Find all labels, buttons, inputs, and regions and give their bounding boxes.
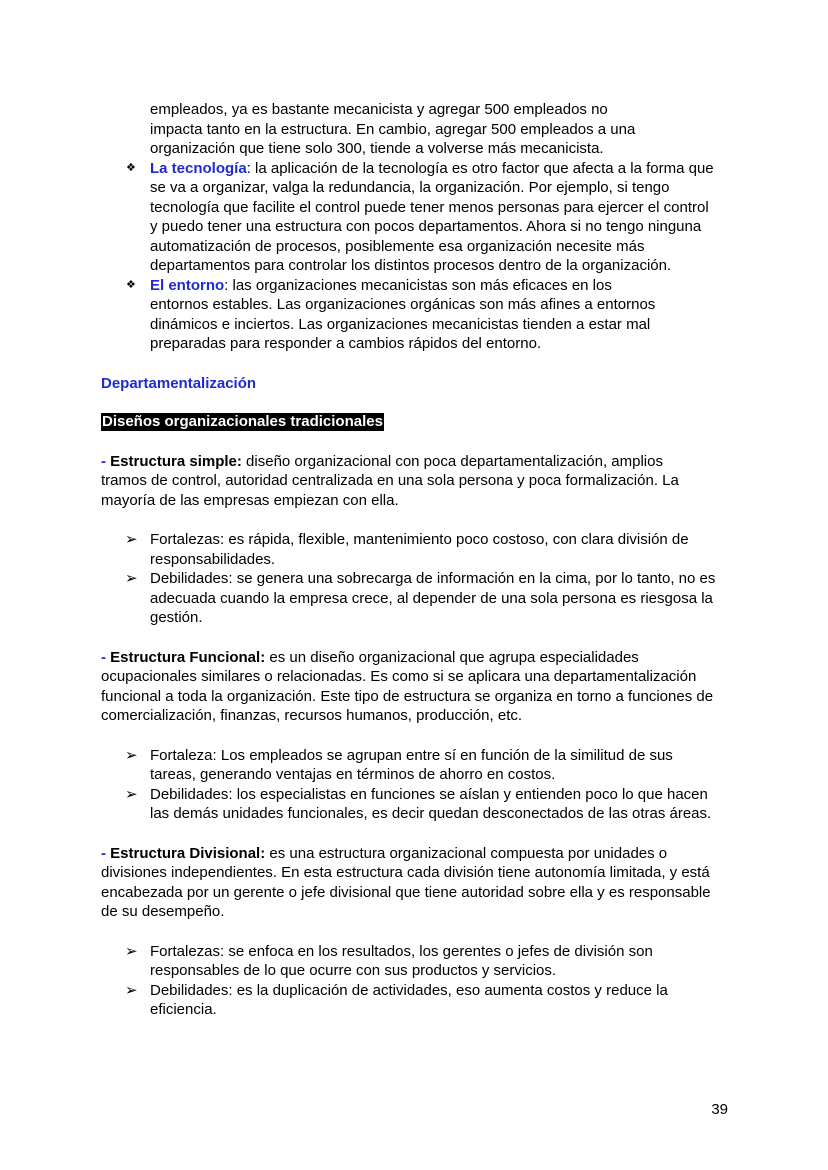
structure-funcional-paragraph [101, 648, 729, 726]
list-item [101, 569, 729, 628]
arrow-bullet-icon: ➢ [125, 981, 138, 999]
list-item [101, 981, 729, 1020]
arrow-bullet-icon: ➢ [125, 785, 138, 803]
factor-item-tecnologia [101, 159, 729, 276]
text-line: Fortaleza: Los empleados se agrupan entre sí en función de la similitud de sus [150, 746, 673, 764]
text-line: gestión. [150, 609, 203, 626]
text-line: Debilidades: los especialistas en funciones se aíslan y entienden poco lo que hacen [150, 785, 708, 803]
intro-continuation [101, 100, 729, 159]
text-line: departamentos para controlar los distintos procesos dentro de la organización. [150, 257, 672, 274]
text-line: adecuada cuando la empresa crece, al depender de una sola persona es riesgosa la [150, 589, 713, 607]
structure-term: Estructura Funcional: [110, 648, 266, 666]
text-line [150, 276, 729, 296]
structure-term: Estructura simple: [110, 452, 242, 470]
factor-text: : las organizaciones mecanicistas son más eficaces en los [224, 276, 612, 294]
structure-funcional-points [101, 746, 729, 824]
text-line: funcional a toda la organización. Este tipo de estructura se organiza en torno a funciones de [101, 687, 714, 705]
list-item [101, 746, 729, 785]
text-line: empleados, ya es bastante mecanicista y agregar 500 empleados no [150, 101, 608, 118]
text-line: tecnología que facilite el control puede tener menos personas para ejercer el control [150, 198, 709, 216]
structure-simple-points [101, 530, 729, 628]
text-line: de su desempeño. [101, 903, 225, 920]
structure-simple-paragraph [101, 452, 729, 511]
text-line: eficiencia. [150, 1001, 217, 1018]
section-heading: Departamentalización [101, 374, 257, 392]
factor-text: : la aplicación de la tecnología es otro factor que afecta a la forma que [246, 159, 714, 177]
page-number: 39 [711, 1101, 728, 1118]
structure-term: Estructura Divisional: [110, 844, 266, 862]
text-line: encabezada por un gerente o jefe divisional que tiene autoridad sobre ella y es responsable [101, 883, 711, 901]
factor-list [101, 159, 729, 354]
text-line: comercialización, finanzas, recursos humanos, producción, etc. [101, 707, 523, 724]
text-line: ocupacionales similares o relacionadas. Es como si se aplicara una departamentalización [101, 668, 697, 685]
arrow-bullet-icon: ➢ [125, 746, 138, 764]
lead-dash: - [101, 844, 111, 862]
text-line: y puedo tener una estructura con pocos departamentos. Ahora si no tengo ninguna [150, 218, 702, 235]
arrow-bullet-icon: ➢ [125, 531, 138, 548]
lead-dash: - [101, 648, 111, 666]
factor-item-entorno [101, 276, 729, 354]
structure-text: es una estructura organizacional compuesta por unidades o [265, 844, 668, 862]
text-line: divisiones independientes. En esta estructura cada división tiene autonomía limitada, y está [101, 864, 710, 881]
text-line: automatización de procesos, posiblemente esa organización necesite más [150, 237, 645, 255]
lead-dash: - [101, 452, 111, 470]
text-line: entornos estables. Las organizaciones orgánicas son más afines a entornos [150, 296, 656, 313]
text-line: se va a organizar, valga la redundancia, la organización. Por ejemplo, si tengo [150, 179, 670, 196]
factor-term: El entorno [150, 276, 225, 294]
text-line: Debilidades: es la duplicación de actividades, eso aumenta costos y reduce la [150, 981, 668, 999]
text-line: organización que tiene solo 300, tiende a volverse más mecanicista. [150, 140, 604, 157]
text-line: Debilidades: se genera una sobrecarga de información en la cima, por lo tanto, no es [150, 570, 716, 587]
text-line [101, 648, 729, 668]
text-line: dinámicos e inciertos. Las organizaciones mecanicistas tienden a estar mal [150, 315, 651, 333]
text-line: Fortalezas: se enfoca en los resultados, los gerentes o jefes de división son [150, 942, 653, 960]
text-line: mayoría de las empresas empiezan con ella. [101, 491, 399, 509]
structure-text: diseño organizacional con poca departamentalización, amplios [241, 452, 663, 470]
text-line: impacta tanto en la estructura. En cambio, agregar 500 empleados a una [150, 120, 636, 138]
text-line: las demás unidades funcionales, es decir quedan desconectados de las otras áreas. [150, 805, 712, 822]
text-line: preparadas para responder a cambios rápidos del entorno. [150, 335, 542, 352]
boxed-section-title: Diseños organizacionales tradicionales [102, 413, 383, 430]
text-line: responsables de lo que ocurre con sus productos y servicios. [150, 962, 557, 979]
text-line [101, 452, 729, 472]
factor-term: La tecnología [150, 159, 247, 177]
text-line [150, 159, 729, 179]
page-content [101, 100, 729, 1020]
text-line: Fortalezas: es rápida, flexible, mantenimiento poco costoso, con clara división de [150, 531, 689, 548]
text-line [101, 844, 729, 864]
diamond-bullet-icon: ❖ [126, 161, 136, 174]
structure-divisional-points [101, 942, 729, 1020]
diamond-bullet-icon: ❖ [126, 278, 136, 291]
arrow-bullet-icon: ➢ [125, 942, 138, 960]
structure-divisional-paragraph [101, 844, 729, 922]
arrow-bullet-icon: ➢ [125, 570, 138, 587]
list-item [101, 942, 729, 981]
text-line: responsabilidades. [150, 550, 276, 568]
list-item [101, 785, 729, 824]
structure-text: es un diseño organizacional que agrupa especialidades [265, 648, 639, 666]
list-item [101, 530, 729, 569]
text-line: tareas, generando ventajas en términos de ahorro en costos. [150, 766, 556, 783]
text-line: tramos de control, autoridad centralizada en una sola persona y poca formalización. La [101, 472, 679, 489]
